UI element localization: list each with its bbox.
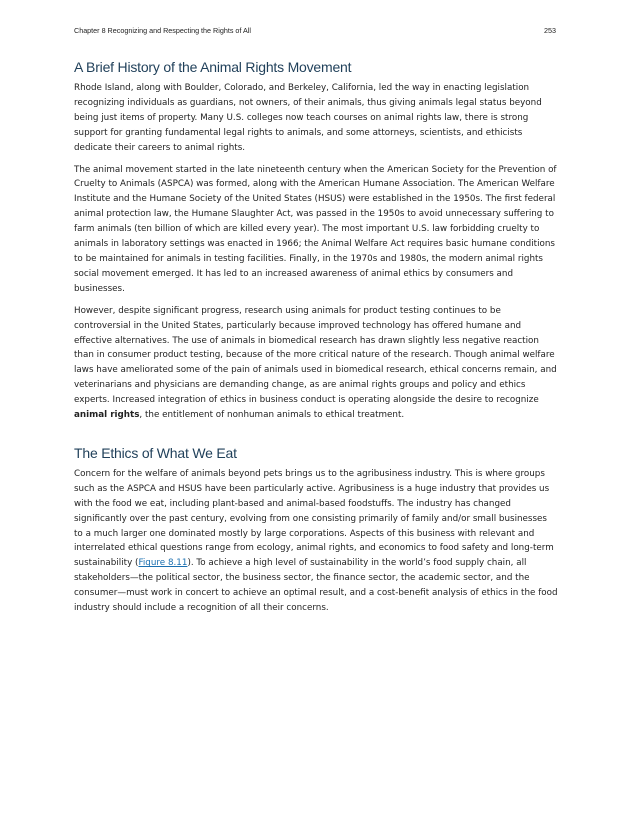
chapter-title: Chapter 8 Recognizing and Respecting the Rights of All (74, 26, 251, 35)
paragraph: Rhode Island, along with Boulder, Colorado, and Berkeley, California, led the way in enacting legislation recognizing individuals as guardians, not owners, of their animals, thus giving animals legal status beyond being just items of property. Many U.S. colleges now teach courses on animal rights law, there is strong support for granting fundamental legal rights to animals, and some attorneys, scientists, and ethicists dedicate their careers to animal rights. (74, 83, 542, 153)
paragraph-text: However, despite significant progress, research using animals for product testing continues to be controversial in the United States, particularly because improved technology has offered humane and effective alternatives. The use of animals in biomedical research has drawn slightly less negative reaction than in consumer product testing, because of the more critical nature of the research. Though animal welfare laws have ameliorated some of the pain of animals used in biomedical research, ethical concerns remain, and veterinarians and physicians are demanding change, as are animal rights groups and policy and ethics experts. Increased integration of ethics in business conduct is operating alongside the desire to recognize (74, 305, 557, 406)
paragraph: The animal movement started in the late nineteenth century when the American Society for the Prevention of Cruelty to Animals (ASPCA) was formed, along with the American Humane Association. The American Welfare Institute and the Humane Society of the United States (HSUS) were established in the 1950s. The first federal animal protection law, the Humane Slaughter Act, was passed in the 1950s to avoid unnecessary suffering to farm animals (ten billion of which are killed every year). The most important U.S. law forbidding cruelty to animals in laboratory settings was enacted in 1966; the Animal Welfare Act requires basic humane conditions to be maintained for animals in testing facilities. Finally, in the 1970s and 1980s, the modern animal rights social movement emerged. It has led to an increased awareness of animal ethics by consumers and businesses. (74, 164, 557, 294)
page-content (74, 58, 558, 623)
paragraph (74, 304, 558, 423)
section-heading-history: A Brief History of the Animal Rights Movement (74, 59, 352, 75)
page-number: 253 (544, 26, 556, 35)
paragraph-text: ). To achieve a high level of sustainability in the world’s food supply chain, all stakeholders—the political sector, the business sector, the finance sector, the academic sector, and the consumer—must work in concert to achieve an optimal result, and a cost-benefit analysis of ethics in the food industry should include a recognition of all their concerns. (74, 558, 558, 614)
key-term-animal-rights: animal rights (74, 410, 140, 421)
paragraph-text: Concern for the welfare of animals beyond pets brings us to the agribusiness industry. This is where groups such as the ASPCA and HSUS have been particularly active. Agribusiness is a huge industry that provides us with the food we eat, including plant-based and animal-based foodstuffs. The industry has changed significantly over the past century, evolving from one consisting primarily of family and/or small businesses to a much larger one dominated mostly by large corporations. Aspects of this business with relevant and interrelated ethical questions range from ecology, animal rights, and economics to food safety and long-term sustainability ( (74, 468, 554, 569)
figure-link[interactable]: Figure 8.11 (138, 558, 188, 569)
paragraph-text: , the entitlement of nonhuman animals to ethical treatment. (139, 410, 405, 421)
paragraph (74, 467, 558, 616)
section-heading-ethics-eat: The Ethics of What We Eat (74, 444, 237, 461)
running-header (74, 26, 556, 35)
